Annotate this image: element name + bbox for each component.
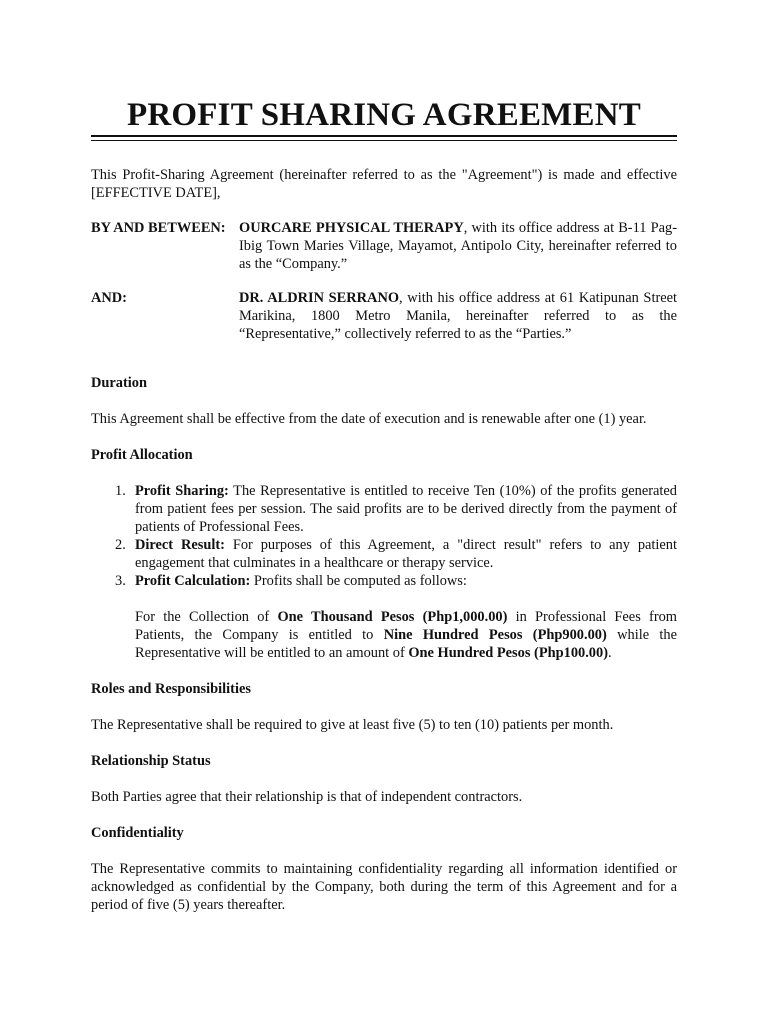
party-label: BY AND BETWEEN:	[91, 220, 226, 236]
list-item-term: Profit Sharing:	[135, 483, 229, 499]
list-item-text: Profits shall be computed as follows:	[250, 573, 467, 589]
party-company	[91, 219, 677, 273]
party-label: AND:	[91, 290, 127, 306]
party-details: , with its office address at B-11 Pag-Ibig Town Maries Village, Mayamot, Antipolo City, hereinafter referred to as the “Company.”	[239, 220, 677, 272]
amount-company: Nine Hundred Pesos (Php900.00)	[383, 627, 607, 643]
roles-text: The Representative shall be required to give at least five (5) to ten (10) patients per month.	[91, 717, 614, 733]
list-item-term: Profit Calculation:	[135, 573, 251, 589]
calc-text: while the Representative will be entitled to an amount of	[135, 627, 677, 661]
amount-total: One Thousand Pesos (Php1,000.00)	[277, 609, 508, 625]
intro-paragraph: This Profit-Sharing Agreement (hereinafter referred to as the "Agreement") is made and effective [EFFECTIVE DATE],	[91, 167, 677, 201]
party-representative	[91, 289, 677, 343]
section-heading-confidentiality: Confidentiality	[91, 825, 184, 841]
section-heading-duration: Duration	[91, 375, 147, 391]
party-name: OURCARE PHYSICAL THERAPY	[239, 220, 464, 236]
list-number: 1.	[115, 483, 126, 499]
party-description	[239, 219, 677, 273]
amount-representative: One Hundred Pesos (Php100.00)	[408, 645, 608, 661]
list-item	[91, 572, 677, 590]
list-item	[91, 536, 677, 572]
section-heading-relationship: Relationship Status	[91, 753, 211, 769]
document-title: PROFIT SHARING AGREEMENT	[127, 97, 641, 133]
list-item	[91, 482, 677, 536]
calc-text: .	[608, 645, 612, 661]
calc-text: For the Collection of	[135, 609, 278, 625]
party-name: DR. ALDRIN SERRANO	[239, 290, 400, 306]
document-page	[91, 96, 677, 914]
party-details: , with his office address at 61 Katipunan Street Marikina, 1800 Metro Manila, hereinafter referred to as the “Representative,” collectively referred to as the “Parties.”	[239, 290, 678, 342]
title-rule-thin	[91, 140, 677, 141]
party-description	[239, 289, 677, 343]
section-heading-profit-allocation: Profit Allocation	[91, 447, 193, 463]
calc-text: in Professional Fees from Patients, the Company is entitled to	[135, 609, 677, 643]
confidentiality-text: The Representative commits to maintaining confidentiality regarding all information identified or acknowledged as confidential by the Company, both during the term of this Agreement and for a period of five (5) years thereafter.	[91, 861, 677, 913]
title-rule-thick	[91, 135, 677, 137]
duration-text: This Agreement shall be effective from the date of execution and is renewable after one (1) year.	[91, 411, 647, 427]
list-item-text: The Representative is entitled to receive Ten (10%) of the profits generated from patient fees per session. The said profits are to be derived directly from the payment of patients of Professional Fees.	[135, 483, 677, 535]
profit-allocation-list	[91, 482, 677, 590]
list-number: 3.	[115, 573, 126, 589]
relationship-text: Both Parties agree that their relationship is that of independent contractors.	[91, 789, 523, 805]
profit-calculation-paragraph	[135, 608, 677, 662]
list-item-term: Direct Result:	[135, 537, 225, 553]
list-number: 2.	[115, 537, 126, 553]
section-heading-roles: Roles and Responsibilities	[91, 681, 251, 697]
list-item-text: For purposes of this Agreement, a "direct result" refers to any patient engagement that culminates in a healthcare or therapy service.	[135, 537, 677, 571]
